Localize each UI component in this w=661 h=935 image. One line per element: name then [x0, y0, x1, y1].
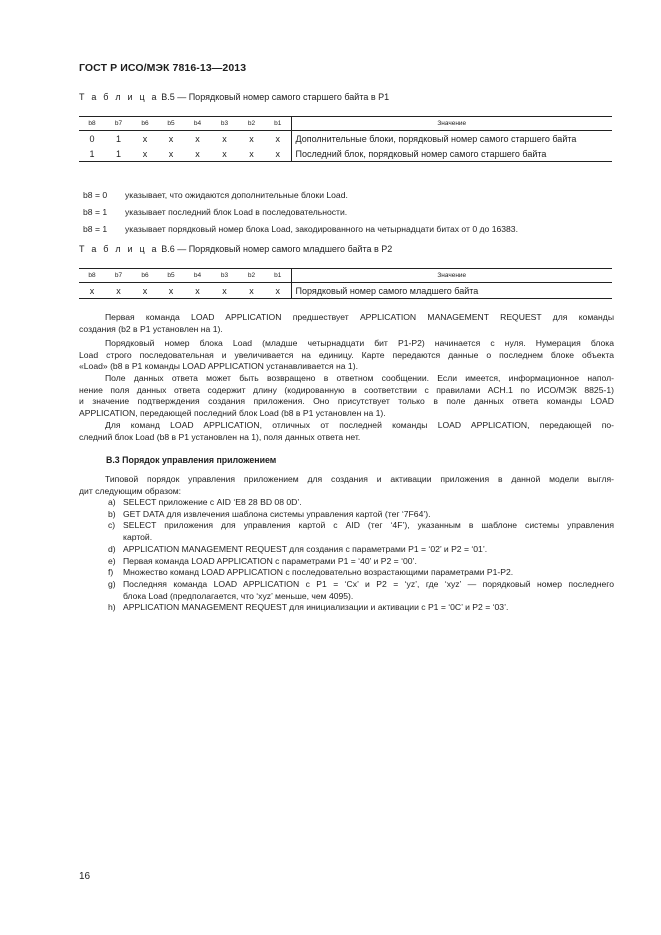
bit-definition-key: b8 = 1	[83, 207, 108, 217]
bit-cell: x	[275, 285, 280, 296]
list-item-text: картой.	[123, 532, 153, 543]
bit-cell: x	[275, 148, 280, 159]
list-item	[108, 497, 614, 509]
table-row	[79, 283, 612, 299]
document-header: ГОСТ Р ИСО/МЭК 7816-13—2013	[79, 62, 247, 74]
col-header: b8	[79, 269, 105, 283]
table-row	[79, 131, 612, 147]
bit-definition	[83, 224, 518, 234]
bit-definition-text: указывает, что ожидаются дополнительные блоки Load.	[125, 190, 348, 200]
table-b5-caption-text: B.5 — Порядковый номер самого старшего байта в P1	[158, 92, 390, 102]
list-item-text: Первая команда LOAD APPLICATION с параметрами P1 = ‘40’ и P2 = ‘00’.	[123, 555, 417, 566]
bit-cell: x	[89, 285, 95, 296]
text-line: дит следующим образом:	[79, 485, 182, 496]
table-b6	[79, 268, 612, 299]
bit-cell: x	[249, 133, 254, 144]
list-item	[108, 567, 614, 579]
table-b6-caption-text: B.6 — Порядковый номер самого младшего байта в P2	[158, 244, 393, 254]
bit-definition-key: b8 = 1	[83, 224, 108, 234]
list-item-label: g)	[108, 578, 116, 589]
bit-cell: x	[195, 285, 200, 296]
table-b6-caption	[79, 244, 392, 254]
bit-cell: x	[168, 133, 174, 144]
col-header: b5	[158, 117, 184, 131]
bit-cell: x	[275, 133, 280, 144]
bit-cell: x	[249, 285, 254, 296]
bit-cell: x	[249, 148, 254, 159]
list-item	[108, 579, 614, 602]
list-item	[108, 602, 614, 614]
section-intro	[79, 474, 614, 497]
col-header: b5	[158, 269, 184, 283]
text-line: нение поля данных ответа содержит длину (кодированную в соответствии с правилами АСН.1 по ИСО/МЭК 8825-1)	[79, 384, 614, 395]
bit-cell: x	[222, 148, 227, 159]
list-item-text: Последняя команда LOAD APPLICATION с P1 = ‘Cx’ и P2 = ‘yz’, где ‘xyz’ — порядковый номер последнего	[123, 578, 614, 589]
list-item-text: GET DATA для извлечения шаблона системы управления картой (тег ‘7F64’).	[123, 508, 431, 519]
meaning-cell: Последний блок, порядковый номер самого старшего байта	[291, 146, 612, 162]
list-item-text: Множество команд LOAD APPLICATION с последовательно возрастающими параметрами P1-P2.	[123, 567, 514, 578]
list-item-label: d)	[108, 543, 116, 554]
list-item	[108, 544, 614, 556]
text-line: Первая команда LOAD APPLICATION предшествует APPLICATION MANAGEMENT REQUEST для команды	[105, 312, 614, 322]
text-line: и значение подтверждения создания приложения. Оно присутствует только в поле данных ответа команды LOAD	[79, 396, 614, 407]
meaning-cell: Дополнительные блоки, порядковый номер самого старшего байта	[291, 131, 612, 147]
meaning-cell: Порядковый номер самого младшего байта	[291, 283, 612, 299]
col-header: b8	[79, 117, 105, 131]
col-header: b6	[132, 117, 158, 131]
table-b5	[79, 116, 612, 162]
list-item	[108, 509, 614, 521]
col-header: b6	[132, 269, 158, 283]
bit-definition-text: указывает порядковый номер блока Load, закодированного на четырнадцати битах от 0 до 16383.	[125, 224, 518, 234]
bit-cell: x	[195, 148, 200, 159]
text-line: Load строго последовательная и увеличивается на единицу. Карте передаются данные о последнем блоке объекта	[79, 349, 614, 360]
col-header: b3	[211, 269, 238, 283]
bit-cell: 0	[89, 133, 95, 144]
text-line: Порядковый номер блока Load (младше четырнадцати бит P1-P2) начинается с нуля. Нумерация блока	[105, 338, 614, 348]
bit-cell: x	[168, 148, 174, 159]
col-header: b7	[105, 269, 132, 283]
table-b6-header-row	[79, 269, 612, 283]
bit-cell: x	[168, 285, 174, 296]
procedure-list	[108, 497, 614, 614]
text-line: «Load» (b8 в P1 команды LOAD APPLICATION устанавливается на 1).	[79, 361, 358, 372]
bit-cell: x	[195, 133, 200, 144]
list-item-label: b)	[108, 508, 116, 519]
text-line: APPLICATION, передающей последний блок Load (b8 в P1 установлен на 1).	[79, 408, 386, 419]
page-number: 16	[79, 871, 91, 882]
col-header: b2	[238, 269, 265, 283]
paragraph-other-commands	[79, 420, 614, 443]
col-header: b4	[184, 269, 211, 283]
bit-cell: x	[142, 133, 148, 144]
col-header: b4	[184, 117, 211, 131]
text-line: Для команд LOAD APPLICATION, отличных от последней команды LOAD APPLICATION, передающей по-	[105, 420, 614, 430]
bit-cell: x	[222, 133, 227, 144]
list-item	[108, 556, 614, 568]
col-header-meaning: Значение	[291, 117, 612, 131]
text-line: Типовой порядок управления приложением для создания и активации приложения в данной модели выгля-	[105, 474, 614, 484]
paragraph-response-data	[79, 373, 614, 420]
table-b6-caption-prefix: Т а б л и ц а	[79, 244, 159, 254]
col-header: b3	[211, 117, 238, 131]
bit-cell: x	[142, 148, 148, 159]
bit-definition	[83, 207, 347, 217]
col-header: b7	[105, 117, 132, 131]
bit-cell: 1	[115, 133, 121, 144]
col-header: b2	[238, 117, 265, 131]
section-heading: B.3 Порядок управления приложением	[106, 455, 277, 465]
col-header-meaning: Значение	[291, 269, 612, 283]
bit-cell: x	[222, 285, 227, 296]
list-item-label: f)	[108, 567, 114, 578]
list-item-label: e)	[108, 555, 116, 566]
bit-cell: x	[142, 285, 148, 296]
list-item-text: блока Load (предполагается, что ‘xyz’ меньше, чем 4095).	[123, 590, 354, 601]
list-item-text: APPLICATION MANAGEMENT REQUEST для создания с параметрами P1 = ‘02’ и P2 = ‘01’.	[123, 543, 488, 554]
list-item-label: h)	[108, 602, 116, 613]
bit-definition-key: b8 = 0	[83, 190, 108, 200]
text-line: следний блок Load (b8 в P1 установлен на 1), поля данных ответа нет.	[79, 431, 361, 442]
list-item-label: c)	[108, 520, 116, 531]
table-b5-caption-prefix: Т а б л и ц а	[79, 92, 159, 102]
list-item-text: APPLICATION MANAGEMENT REQUEST для инициализации и активации с P1 = ‘0C’ и P2 = ‘03’.	[123, 602, 509, 613]
table-b5-header-row	[79, 117, 612, 131]
list-item-text: SELECT приложения для управления картой с AID (тег ‘4F’), указанным в шаблоне системы управления	[123, 520, 614, 531]
col-header: b1	[265, 117, 291, 131]
bit-definition-text: указывает последний блок Load в последовательности.	[125, 207, 348, 217]
bit-cell: 1	[115, 148, 121, 159]
paragraph-first-load	[79, 312, 614, 335]
text-line: Поле данных ответа может быть возвращено в ответном сообщении. Если имеется, информационное напол-	[105, 373, 614, 383]
list-item	[108, 520, 614, 543]
bit-definition	[83, 190, 348, 200]
table-row	[79, 146, 612, 162]
text-line: создания (b2 в P1 установлен на 1).	[79, 323, 223, 334]
col-header: b1	[265, 269, 291, 283]
bit-cell: x	[116, 285, 121, 296]
table-b5-caption	[79, 92, 389, 102]
list-item-label: a)	[108, 497, 116, 507]
bit-cell: 1	[89, 148, 95, 159]
list-item-text: SELECT приложение с AID ‘E8 28 BD 08 0D’.	[123, 497, 302, 507]
paragraph-block-numbering	[79, 338, 614, 373]
